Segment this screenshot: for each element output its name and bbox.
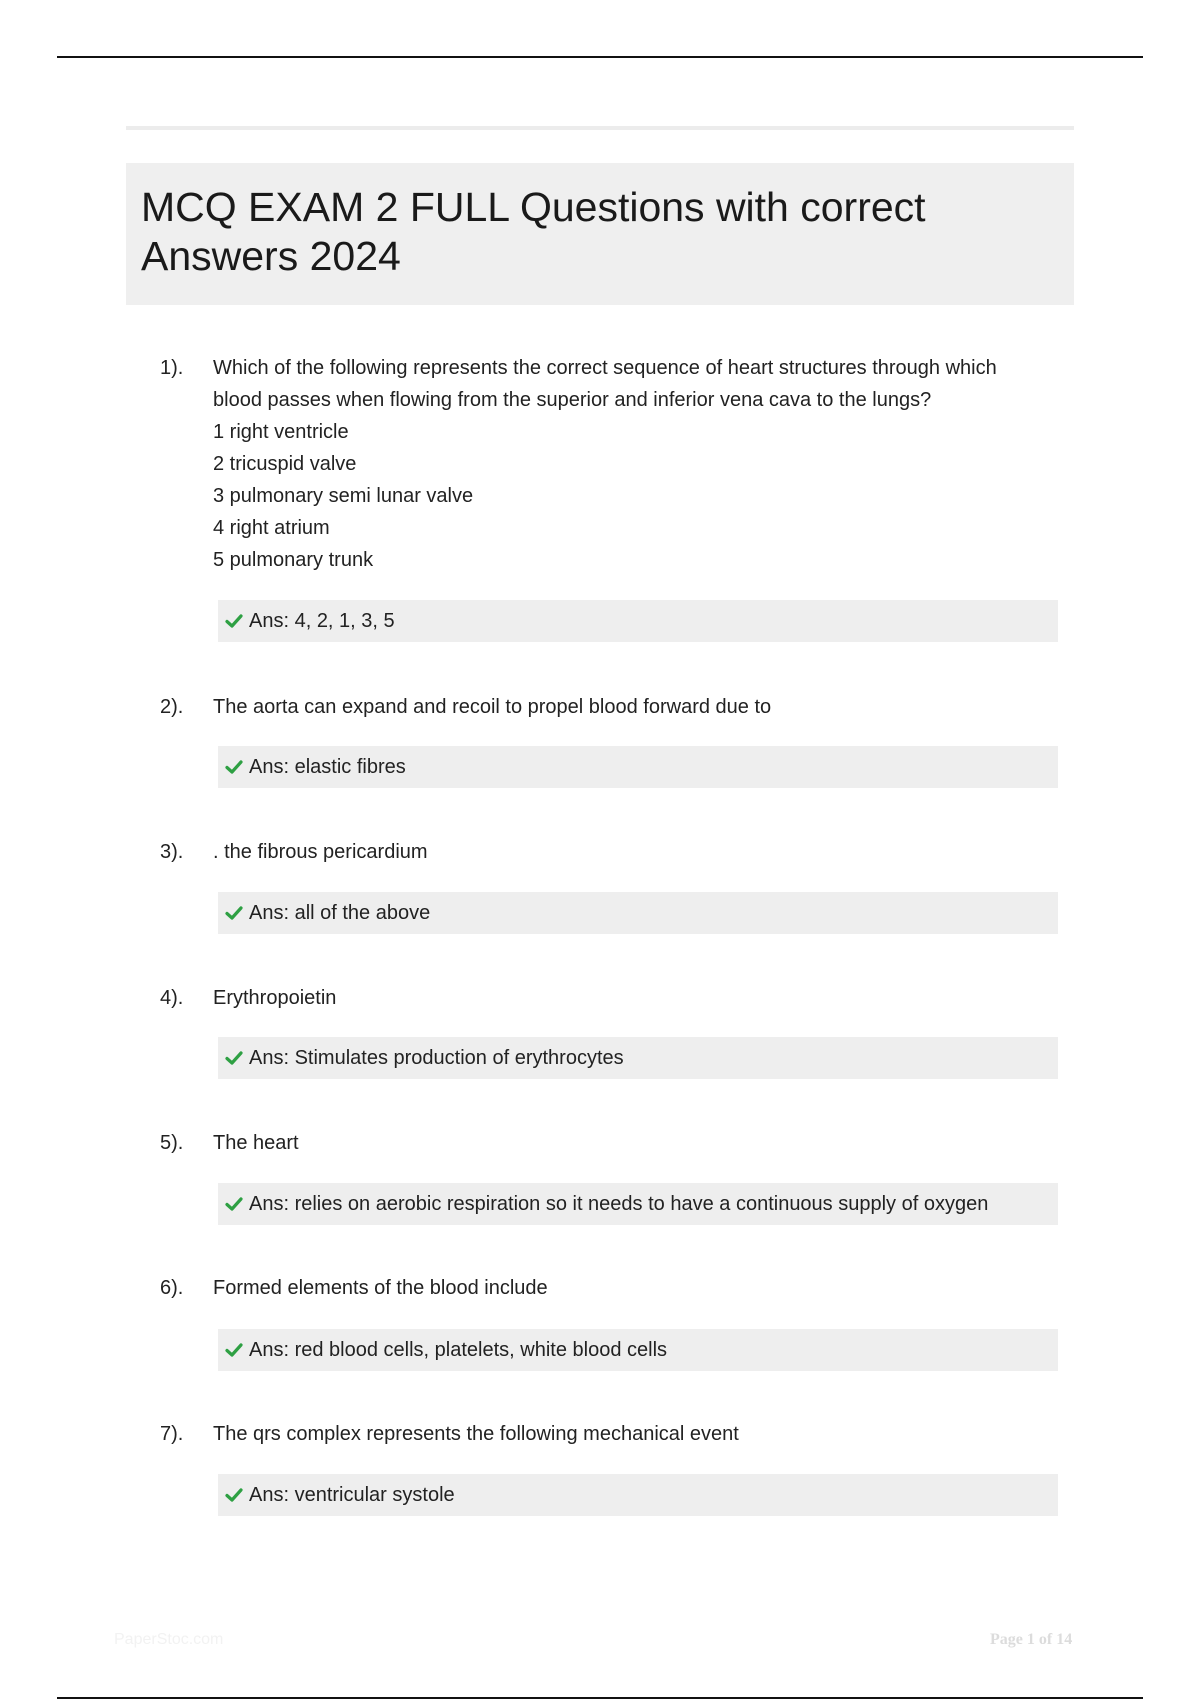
question-number: 3).: [160, 841, 184, 863]
question-text: [213, 982, 1055, 1014]
checkmark-icon: [224, 1485, 244, 1505]
answer-text: Ans: relies on aerobic respiration so it needs to have a continuous supply of oxygen: [249, 1192, 989, 1215]
answer-box: [218, 1037, 1058, 1079]
watermark: PaperStoc.com: [114, 1631, 224, 1648]
question-number: 5).: [160, 1132, 184, 1154]
header-divider: [126, 126, 1074, 130]
checkmark-icon: [224, 757, 244, 777]
question-number: 7).: [160, 1423, 184, 1445]
question-line: Erythropoietin: [213, 987, 337, 1009]
answer-box: [218, 1329, 1058, 1371]
answer-text: Ans: red blood cells, platelets, white blood cells: [249, 1338, 668, 1361]
question-line: . the fibrous pericardium: [213, 841, 428, 863]
answer-box: [218, 746, 1058, 788]
question-text: [213, 1272, 1055, 1304]
checkmark-icon: [224, 1340, 244, 1360]
question-number: 1).: [160, 357, 184, 379]
page-title: MCQ EXAM 2 FULL Questions with correct Answers 2024: [141, 184, 926, 279]
question-text: [213, 836, 1055, 868]
question-line: Formed elements of the blood include: [213, 1277, 548, 1299]
answer-text: Ans: ventricular systole: [249, 1483, 455, 1506]
bottom-rule: [57, 1697, 1143, 1699]
question-number: 2).: [160, 696, 184, 718]
checkmark-icon: [224, 1194, 244, 1214]
top-rule: [57, 56, 1143, 58]
answer-box: [218, 600, 1058, 642]
question-line: 5 pulmonary trunk: [213, 549, 374, 571]
answer-box: [218, 1183, 1058, 1225]
page-number: Page 1 of 14: [990, 1631, 1073, 1648]
question-text: [213, 1127, 1055, 1159]
answer-text: Ans: 4, 2, 1, 3, 5: [249, 609, 395, 632]
question-text: [213, 1418, 1055, 1450]
question-line: 4 right atrium: [213, 517, 330, 539]
question-text: [213, 352, 1055, 576]
question-line: 3 pulmonary semi lunar valve: [213, 485, 474, 507]
question-number: 6).: [160, 1277, 184, 1299]
answer-text: Ans: Stimulates production of erythrocytes: [249, 1046, 624, 1069]
question-text: [213, 691, 1055, 723]
question-line: blood passes when flowing from the superior and inferior vena cava to the lungs?: [213, 389, 932, 411]
question-line: The heart: [213, 1132, 299, 1154]
checkmark-icon: [224, 903, 244, 923]
question-line: 2 tricuspid valve: [213, 453, 357, 475]
question-line: Which of the following represents the correct sequence of heart structures through which: [213, 357, 997, 379]
question-line: 1 right ventricle: [213, 421, 349, 443]
checkmark-icon: [224, 1048, 244, 1068]
checkmark-icon: [224, 611, 244, 631]
question-line: The aorta can expand and recoil to propel blood forward due to: [213, 696, 772, 718]
answer-text: Ans: elastic fibres: [249, 755, 406, 778]
question-line: The qrs complex represents the following mechanical event: [213, 1423, 739, 1445]
question-number: 4).: [160, 987, 184, 1009]
title-box: [126, 163, 1074, 305]
answer-box: [218, 892, 1058, 934]
answer-text: Ans: all of the above: [249, 901, 431, 924]
answer-box: [218, 1474, 1058, 1516]
